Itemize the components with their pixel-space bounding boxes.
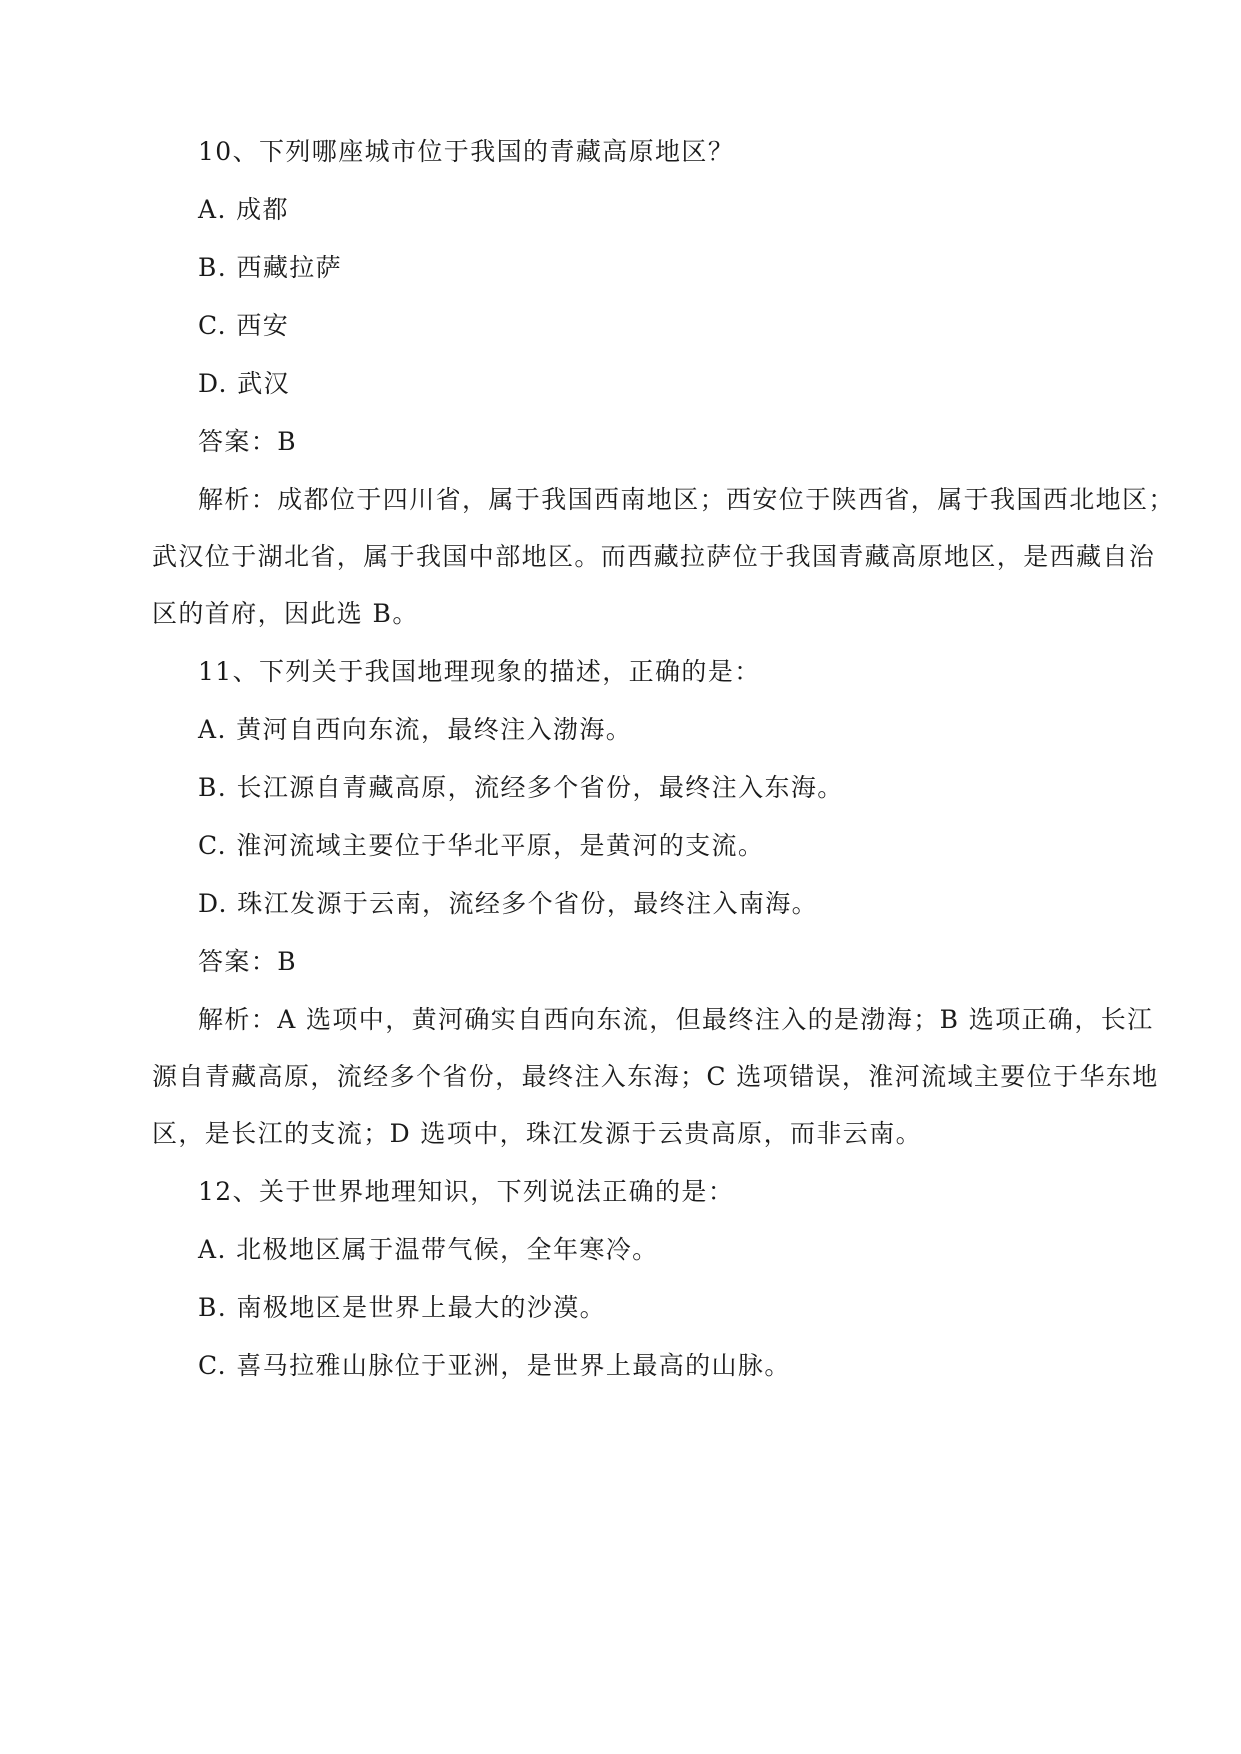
question-10-stem: 10、下列哪座城市位于我国的青藏高原地区？ bbox=[198, 137, 735, 166]
question-10-option-a: A. 成都 bbox=[198, 195, 289, 224]
question-12-option-b: B. 南极地区是世界上最大的沙漠。 bbox=[198, 1293, 607, 1322]
question-11-analysis-line-1: 解析：A 选项中，黄河确实自西向东流，但最终注入的是渤海；B 选项正确，长江 bbox=[198, 1005, 1154, 1034]
question-10-analysis-line-2: 武汉位于湖北省，属于我国中部地区。而西藏拉萨位于我国青藏高原地区，是西藏自治 bbox=[152, 542, 1156, 571]
question-11-option-a: A. 黄河自西向东流，最终注入渤海。 bbox=[198, 715, 633, 744]
question-11-option-d: D. 珠江发源于云南，流经多个省份，最终注入南海。 bbox=[198, 889, 819, 918]
question-12-stem: 12、关于世界地理知识，下列说法正确的是： bbox=[198, 1177, 735, 1206]
question-11-analysis-line-2: 源自青藏高原，流经多个省份，最终注入东海；C 选项错误，淮河流域主要位于华东地 bbox=[152, 1062, 1159, 1091]
question-12-option-c: C. 喜马拉雅山脉位于亚洲，是世界上最高的山脉。 bbox=[198, 1351, 791, 1380]
question-11-answer: 答案：B bbox=[198, 947, 297, 976]
question-11-option-c: C. 淮河流域主要位于华北平原，是黄河的支流。 bbox=[198, 831, 765, 860]
question-11-analysis-line-3: 区，是长江的支流；D 选项中，珠江发源于云贵高原，而非云南。 bbox=[152, 1119, 922, 1148]
question-10-analysis-line-3: 区的首府，因此选 B。 bbox=[152, 599, 419, 628]
question-11-option-b: B. 长江源自青藏高原，流经多个省份，最终注入东海。 bbox=[198, 773, 844, 802]
question-10-option-d: D. 武汉 bbox=[198, 369, 291, 398]
question-10-analysis-line-1: 解析：成都位于四川省，属于我国西南地区；西安位于陕西省，属于我国西北地区； bbox=[198, 485, 1175, 514]
question-10-option-b: B. 西藏拉萨 bbox=[198, 253, 343, 282]
question-10-option-c: C. 西安 bbox=[198, 311, 290, 340]
question-10-answer: 答案：B bbox=[198, 427, 297, 456]
question-11-stem: 11、下列关于我国地理现象的描述，正确的是： bbox=[198, 657, 761, 686]
question-12-option-a: A. 北极地区属于温带气候，全年寒冷。 bbox=[198, 1235, 659, 1264]
